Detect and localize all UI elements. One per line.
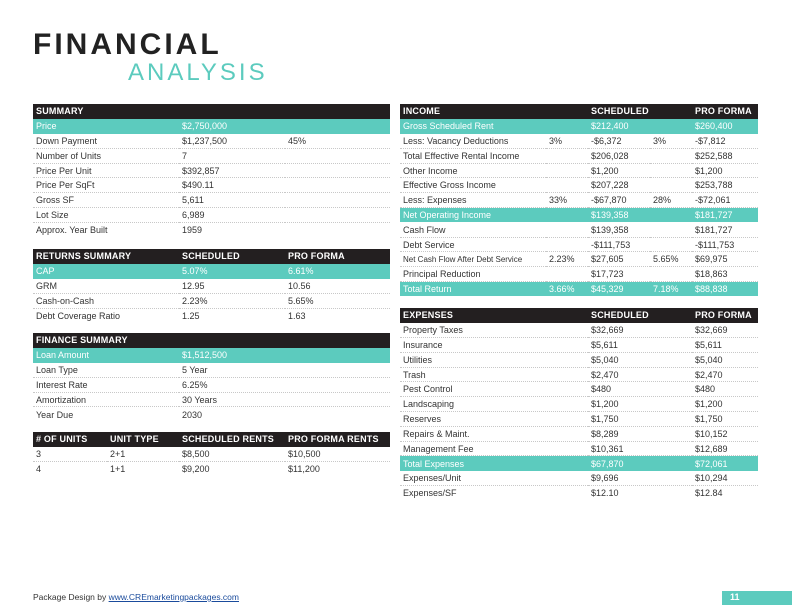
row-extra xyxy=(285,178,390,193)
expenses-col-proforma: PRO FORMA xyxy=(692,308,758,323)
table-row xyxy=(400,252,758,267)
row-value: 2030 xyxy=(182,409,203,420)
row-value: 5,611 xyxy=(179,193,285,208)
row-pct-scheduled xyxy=(546,163,588,178)
row-extra xyxy=(285,222,390,237)
row-proforma: 6.61% xyxy=(285,264,390,279)
row-scheduled: $10,361 xyxy=(588,441,692,456)
row-extra xyxy=(285,119,390,134)
table-row xyxy=(400,119,758,134)
row-label: Management Fee xyxy=(400,441,588,456)
row-label: Other Income xyxy=(400,163,546,178)
units-col-scheduled: SCHEDULED RENTS xyxy=(179,432,285,447)
row-label: Loan Type xyxy=(33,363,179,378)
row-proforma: $260,400 xyxy=(692,119,758,134)
row-label: Debt Coverage Ratio xyxy=(36,310,121,321)
returns-header: RETURNS SUMMARY xyxy=(33,249,179,264)
units-col-proforma: PRO FORMA RENTS xyxy=(285,432,390,447)
table-row xyxy=(400,148,758,163)
units-col-count: # OF UNITS xyxy=(33,432,107,447)
row-label: Total Return xyxy=(400,282,546,297)
row-scheduled: $12.10 xyxy=(591,488,619,499)
row-extra xyxy=(285,163,390,178)
row-label: Expenses/SF xyxy=(403,488,457,499)
returns-summary-table xyxy=(33,249,390,323)
row-label: Trash xyxy=(400,367,588,382)
row-proforma: $253,788 xyxy=(692,178,758,193)
row-proforma: $88,838 xyxy=(692,282,758,297)
row-label: Insurance xyxy=(400,338,588,353)
row-value: 7 xyxy=(179,148,285,163)
row-scheduled: $2,470 xyxy=(588,367,692,382)
table-row xyxy=(400,367,758,382)
table-row xyxy=(33,377,390,392)
income-table xyxy=(400,104,758,296)
footer-link[interactable]: www.CREmarketingpackages.com xyxy=(108,592,239,602)
table-row xyxy=(33,134,390,149)
row-scheduled: $206,028 xyxy=(588,148,650,163)
row-proforma: $12.84 xyxy=(695,488,723,499)
row-label: Total Effective Rental Income xyxy=(400,148,546,163)
row-proforma: $181,727 xyxy=(692,208,758,223)
table-row xyxy=(33,293,390,308)
row-label: Lot Size xyxy=(33,208,179,223)
row-scheduled: 5.07% xyxy=(179,264,285,279)
expenses-header: EXPENSES xyxy=(400,308,588,323)
table-row xyxy=(33,119,390,134)
table-row xyxy=(400,134,758,149)
table-row xyxy=(33,193,390,208)
row-value: $1,512,500 xyxy=(179,348,390,363)
table-row xyxy=(33,447,390,462)
row-label: Effective Gross Income xyxy=(400,178,546,193)
page-number-bar xyxy=(722,591,792,605)
unit-count: 3 xyxy=(33,447,107,462)
row-value: $1,237,500 xyxy=(179,134,285,149)
row-extra xyxy=(285,208,390,223)
row-scheduled: -$111,753 xyxy=(588,237,650,252)
row-scheduled: $17,723 xyxy=(588,267,650,282)
row-scheduled: $32,669 xyxy=(588,323,692,338)
row-pct-proforma xyxy=(650,178,692,193)
row-label: CAP xyxy=(33,264,179,279)
row-pct-proforma xyxy=(650,163,692,178)
table-row xyxy=(400,471,758,486)
table-row xyxy=(400,486,758,501)
table-row xyxy=(400,178,758,193)
row-scheduled: -$67,870 xyxy=(588,193,650,208)
returns-col-proforma: PRO FORMA xyxy=(285,249,390,264)
units-col-type: UNIT TYPE xyxy=(107,432,179,447)
table-row xyxy=(33,348,390,363)
row-pct-proforma xyxy=(650,119,692,134)
table-row xyxy=(400,267,758,282)
table-row xyxy=(400,282,758,297)
row-label: Pest Control xyxy=(400,382,588,397)
row-pct-scheduled: 3.66% xyxy=(546,282,588,297)
row-proforma: -$72,061 xyxy=(692,193,758,208)
row-pct-proforma xyxy=(650,267,692,282)
row-proforma: -$7,812 xyxy=(692,134,758,149)
row-scheduled: $27,605 xyxy=(588,252,650,267)
row-label: Cash Flow xyxy=(400,222,546,237)
table-row xyxy=(400,441,758,456)
row-label: Net Operating Income xyxy=(400,208,546,223)
table-row xyxy=(33,208,390,223)
row-proforma: $181,727 xyxy=(692,222,758,237)
row-scheduled: $5,611 xyxy=(588,338,692,353)
expenses-table xyxy=(400,308,758,500)
row-pct-proforma xyxy=(650,208,692,223)
row-label: GRM xyxy=(33,279,179,294)
row-scheduled: $480 xyxy=(588,382,692,397)
row-value: 1959 xyxy=(182,225,203,236)
table-row xyxy=(33,308,390,323)
row-value: 6,989 xyxy=(179,208,285,223)
table-row xyxy=(400,426,758,441)
row-proforma: $10,294 xyxy=(692,471,758,486)
row-proforma: $2,470 xyxy=(692,367,758,382)
row-scheduled: 12.95 xyxy=(179,279,285,294)
row-pct-proforma: 28% xyxy=(650,193,692,208)
row-label: Property Taxes xyxy=(400,323,588,338)
row-proforma: $69,975 xyxy=(692,252,758,267)
table-row xyxy=(33,222,390,237)
row-proforma: $1,200 xyxy=(692,397,758,412)
row-label: Expenses/Unit xyxy=(400,471,588,486)
page-title: FINANCIAL xyxy=(33,28,222,61)
row-proforma: $72,061 xyxy=(692,456,758,471)
row-label: Number of Units xyxy=(33,148,179,163)
row-label: Less: Vacancy Deductions xyxy=(400,134,546,149)
row-label: Down Payment xyxy=(33,134,179,149)
row-proforma: $1,750 xyxy=(692,412,758,427)
table-row xyxy=(33,363,390,378)
page-number: 11 xyxy=(730,592,740,602)
row-proforma: $18,863 xyxy=(692,267,758,282)
row-proforma: 10.56 xyxy=(285,279,390,294)
unit-scheduled: $8,500 xyxy=(179,447,285,462)
row-label: Gross SF xyxy=(33,193,179,208)
table-row xyxy=(400,338,758,353)
row-pct-scheduled xyxy=(546,208,588,223)
row-proforma: 1.63 xyxy=(288,310,306,321)
row-label: Interest Rate xyxy=(33,377,179,392)
unit-proforma: $10,500 xyxy=(285,447,390,462)
row-pct-scheduled xyxy=(546,119,588,134)
table-row xyxy=(400,163,758,178)
row-extra xyxy=(285,148,390,163)
row-extra xyxy=(285,193,390,208)
row-extra: 45% xyxy=(285,134,390,149)
row-proforma: $10,152 xyxy=(692,426,758,441)
table-row xyxy=(400,193,758,208)
row-value: 30 Years xyxy=(179,392,390,407)
row-pct-scheduled: 33% xyxy=(546,193,588,208)
row-scheduled: $212,400 xyxy=(588,119,650,134)
row-label: Cash-on-Cash xyxy=(33,293,179,308)
row-scheduled: $1,200 xyxy=(588,397,692,412)
row-label: Utilities xyxy=(400,352,588,367)
row-scheduled: $45,329 xyxy=(588,282,650,297)
row-label: Principal Reduction xyxy=(400,267,546,282)
row-pct-scheduled xyxy=(546,222,588,237)
row-scheduled: 1.25 xyxy=(182,310,200,321)
row-label: Year Due xyxy=(36,409,74,420)
table-row xyxy=(400,456,758,471)
row-scheduled: $8,289 xyxy=(588,426,692,441)
table-row xyxy=(33,163,390,178)
row-pct-scheduled: 3% xyxy=(546,134,588,149)
footer-credit xyxy=(33,592,239,602)
row-label: Price Per SqFt xyxy=(33,178,179,193)
row-label: Approx. Year Built xyxy=(36,225,108,236)
row-proforma: $252,588 xyxy=(692,148,758,163)
row-scheduled: $1,750 xyxy=(588,412,692,427)
row-label: Repairs & Maint. xyxy=(400,426,588,441)
row-label: Less: Expenses xyxy=(400,193,546,208)
table-row xyxy=(400,352,758,367)
row-scheduled: $1,200 xyxy=(588,163,650,178)
row-label: Landscaping xyxy=(400,397,588,412)
unit-scheduled: $9,200 xyxy=(182,464,210,475)
unit-proforma: $11,200 xyxy=(288,464,320,475)
row-scheduled: $9,696 xyxy=(588,471,692,486)
returns-col-scheduled: SCHEDULED xyxy=(179,249,285,264)
page-subtitle: ANALYSIS xyxy=(128,59,268,86)
row-pct-proforma xyxy=(650,222,692,237)
table-row xyxy=(33,392,390,407)
row-scheduled: $5,040 xyxy=(588,352,692,367)
row-pct-scheduled xyxy=(546,267,588,282)
table-row xyxy=(400,397,758,412)
row-proforma: $5,611 xyxy=(692,338,758,353)
row-scheduled: $67,870 xyxy=(588,456,692,471)
row-label: Net Cash Flow After Debt Service xyxy=(400,252,546,267)
row-label: Gross Scheduled Rent xyxy=(400,119,546,134)
table-row xyxy=(33,279,390,294)
table-row xyxy=(33,462,390,477)
row-proforma: -$111,753 xyxy=(692,237,758,252)
row-pct-scheduled: 2.23% xyxy=(546,252,588,267)
row-proforma: $5,040 xyxy=(692,352,758,367)
table-row xyxy=(400,382,758,397)
row-pct-scheduled xyxy=(546,178,588,193)
unit-type: 1+1 xyxy=(110,464,126,475)
row-scheduled: -$6,372 xyxy=(588,134,650,149)
finance-header: FINANCE SUMMARY xyxy=(33,333,390,348)
row-pct-scheduled xyxy=(546,237,588,252)
table-row xyxy=(33,264,390,279)
row-pct-proforma: 7.18% xyxy=(650,282,692,297)
table-row xyxy=(400,323,758,338)
unit-type: 2+1 xyxy=(107,447,179,462)
row-value: $490.11 xyxy=(179,178,285,193)
row-label: Reserves xyxy=(400,412,588,427)
row-label: Total Expenses xyxy=(400,456,588,471)
row-value: $392,857 xyxy=(179,163,285,178)
unit-count: 4 xyxy=(36,464,42,475)
row-pct-proforma xyxy=(650,148,692,163)
row-proforma: $1,200 xyxy=(692,163,758,178)
row-label: Loan Amount xyxy=(33,348,179,363)
row-scheduled: $207,228 xyxy=(588,178,650,193)
table-row xyxy=(400,208,758,223)
row-label: Price Per Unit xyxy=(33,163,179,178)
row-label: Price xyxy=(33,119,179,134)
income-col-scheduled: SCHEDULED xyxy=(588,104,650,119)
row-value: 5 Year xyxy=(179,363,390,378)
income-header: INCOME xyxy=(400,104,546,119)
row-pct-proforma xyxy=(650,237,692,252)
summary-table xyxy=(33,104,390,237)
finance-summary-table xyxy=(33,333,390,422)
income-col-proforma: PRO FORMA xyxy=(692,104,758,119)
footer-prefix: Package Design by xyxy=(33,592,109,602)
row-pct-proforma: 3% xyxy=(650,134,692,149)
row-pct-scheduled xyxy=(546,148,588,163)
expenses-col-scheduled: SCHEDULED xyxy=(588,308,692,323)
row-label: Debt Service xyxy=(400,237,546,252)
table-row xyxy=(400,237,758,252)
table-row xyxy=(33,178,390,193)
row-proforma: $12,689 xyxy=(692,441,758,456)
table-row xyxy=(33,148,390,163)
row-scheduled: $139,358 xyxy=(588,208,650,223)
row-proforma: $480 xyxy=(692,382,758,397)
row-pct-proforma: 5.65% xyxy=(650,252,692,267)
row-proforma: $32,669 xyxy=(692,323,758,338)
row-scheduled: 2.23% xyxy=(179,293,285,308)
summary-header: SUMMARY xyxy=(33,104,390,119)
row-label: Amortization xyxy=(33,392,179,407)
table-row xyxy=(33,407,390,422)
table-row xyxy=(400,222,758,237)
table-row xyxy=(400,412,758,427)
row-proforma: 5.65% xyxy=(285,293,390,308)
row-value: $2,750,000 xyxy=(179,119,285,134)
unit-mix-table xyxy=(33,432,390,476)
row-scheduled: $139,358 xyxy=(588,222,650,237)
row-value: 6.25% xyxy=(179,377,390,392)
